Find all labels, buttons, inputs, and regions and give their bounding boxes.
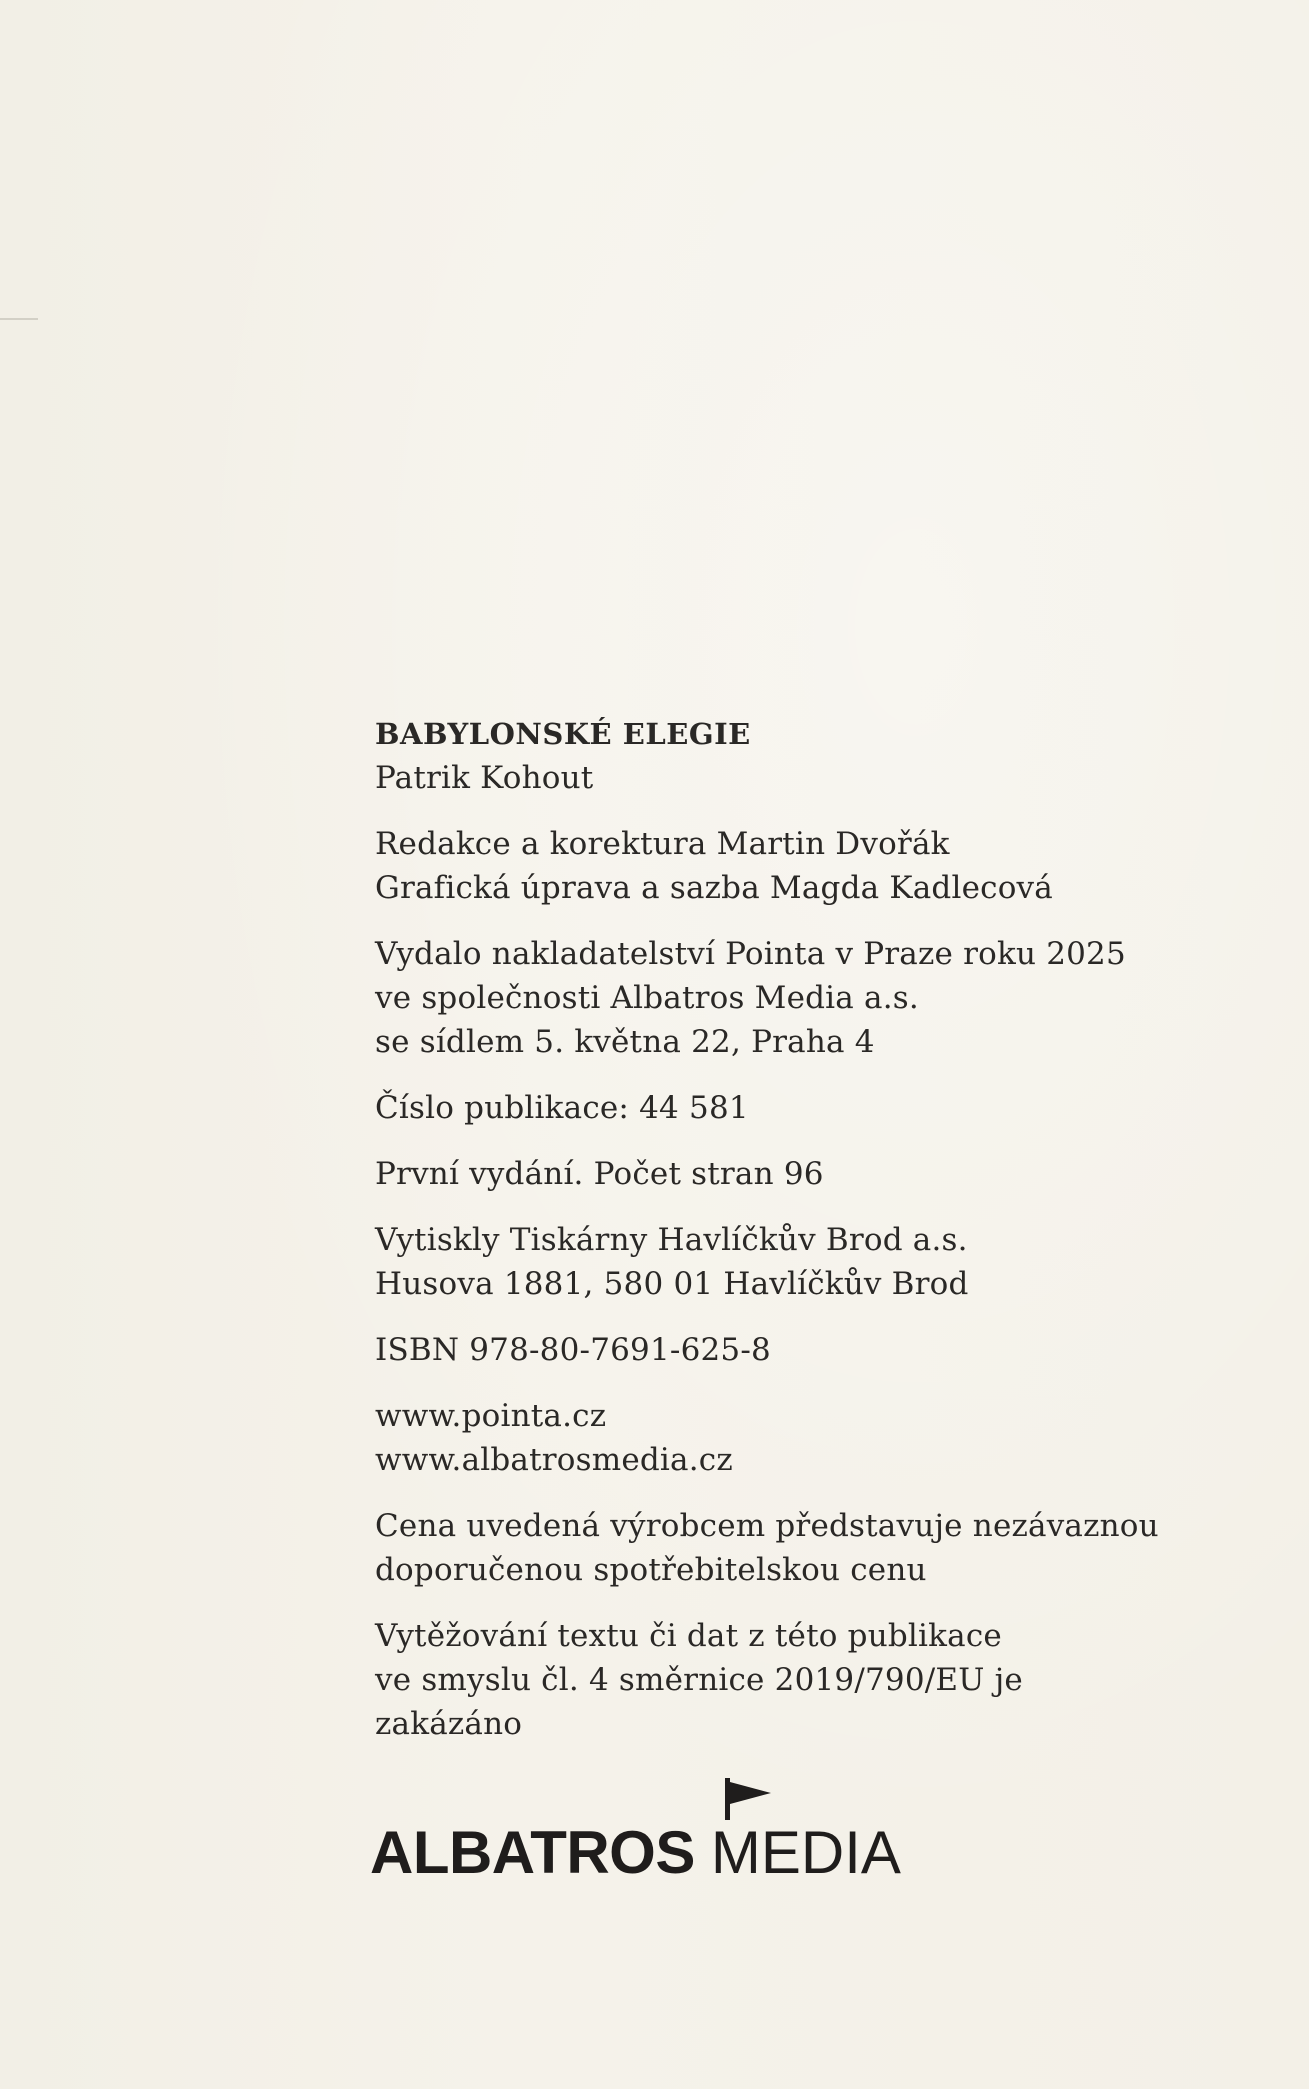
isbn: ISBN 978-80-7691-625-8	[375, 1332, 771, 1368]
logo-word-bold: ALBATROS	[370, 1819, 695, 1886]
edition-block	[375, 1152, 1175, 1196]
publisher-block	[375, 932, 1175, 1064]
isbn-block	[375, 1328, 1175, 1372]
publisher-line: Vydalo nakladatelství Pointa v Praze roku 2025	[375, 936, 1126, 972]
credits-block	[375, 822, 1175, 910]
flag-arrow-icon	[725, 1778, 771, 1820]
credit-line: Redakce a korektura Martin Dvořák	[375, 826, 950, 862]
tdm-note-line: Vytěžování textu či dat z této publikace	[375, 1618, 1002, 1654]
website-link: www.pointa.cz	[375, 1398, 607, 1434]
credit-line: Grafická úprava a sazba Magda Kadlecová	[375, 870, 1053, 906]
logo-wordmark	[370, 1818, 901, 1888]
tdm-note-line: ve smyslu čl. 4 směrnice 2019/790/EU je	[375, 1662, 1023, 1698]
printer-line: Vytiskly Tiskárny Havlíčkův Brod a.s.	[375, 1222, 968, 1258]
publication-number: Číslo publikace: 44 581	[375, 1090, 749, 1126]
colophon	[375, 712, 1175, 1768]
book-title: BABYLONSKÉ ELEGIE	[375, 717, 751, 751]
price-note-line: doporučenou spotřebitelskou cenu	[375, 1552, 927, 1588]
website-link: www.albatrosmedia.cz	[375, 1442, 733, 1478]
websites-block	[375, 1394, 1175, 1482]
logo-word-light: MEDIA	[710, 1819, 901, 1886]
printer-line: Husova 1881, 580 01 Havlíčkův Brod	[375, 1266, 969, 1302]
price-note-block	[375, 1504, 1175, 1592]
publisher-logo	[370, 1778, 930, 1888]
edition-info: První vydání. Počet stran 96	[375, 1156, 824, 1192]
printer-block	[375, 1218, 1175, 1306]
margin-mark	[0, 318, 38, 320]
price-note-line: Cena uvedená výrobcem představuje nezávaznou	[375, 1508, 1159, 1544]
publication-number-block	[375, 1086, 1175, 1130]
title-block	[375, 712, 1175, 800]
tdm-note-block	[375, 1614, 1175, 1746]
tdm-note-line: zakázáno	[375, 1706, 523, 1742]
publisher-line: se sídlem 5. května 22, Praha 4	[375, 1024, 875, 1060]
book-author: Patrik Kohout	[375, 760, 594, 796]
publisher-line: ve společnosti Albatros Media a.s.	[375, 980, 919, 1016]
